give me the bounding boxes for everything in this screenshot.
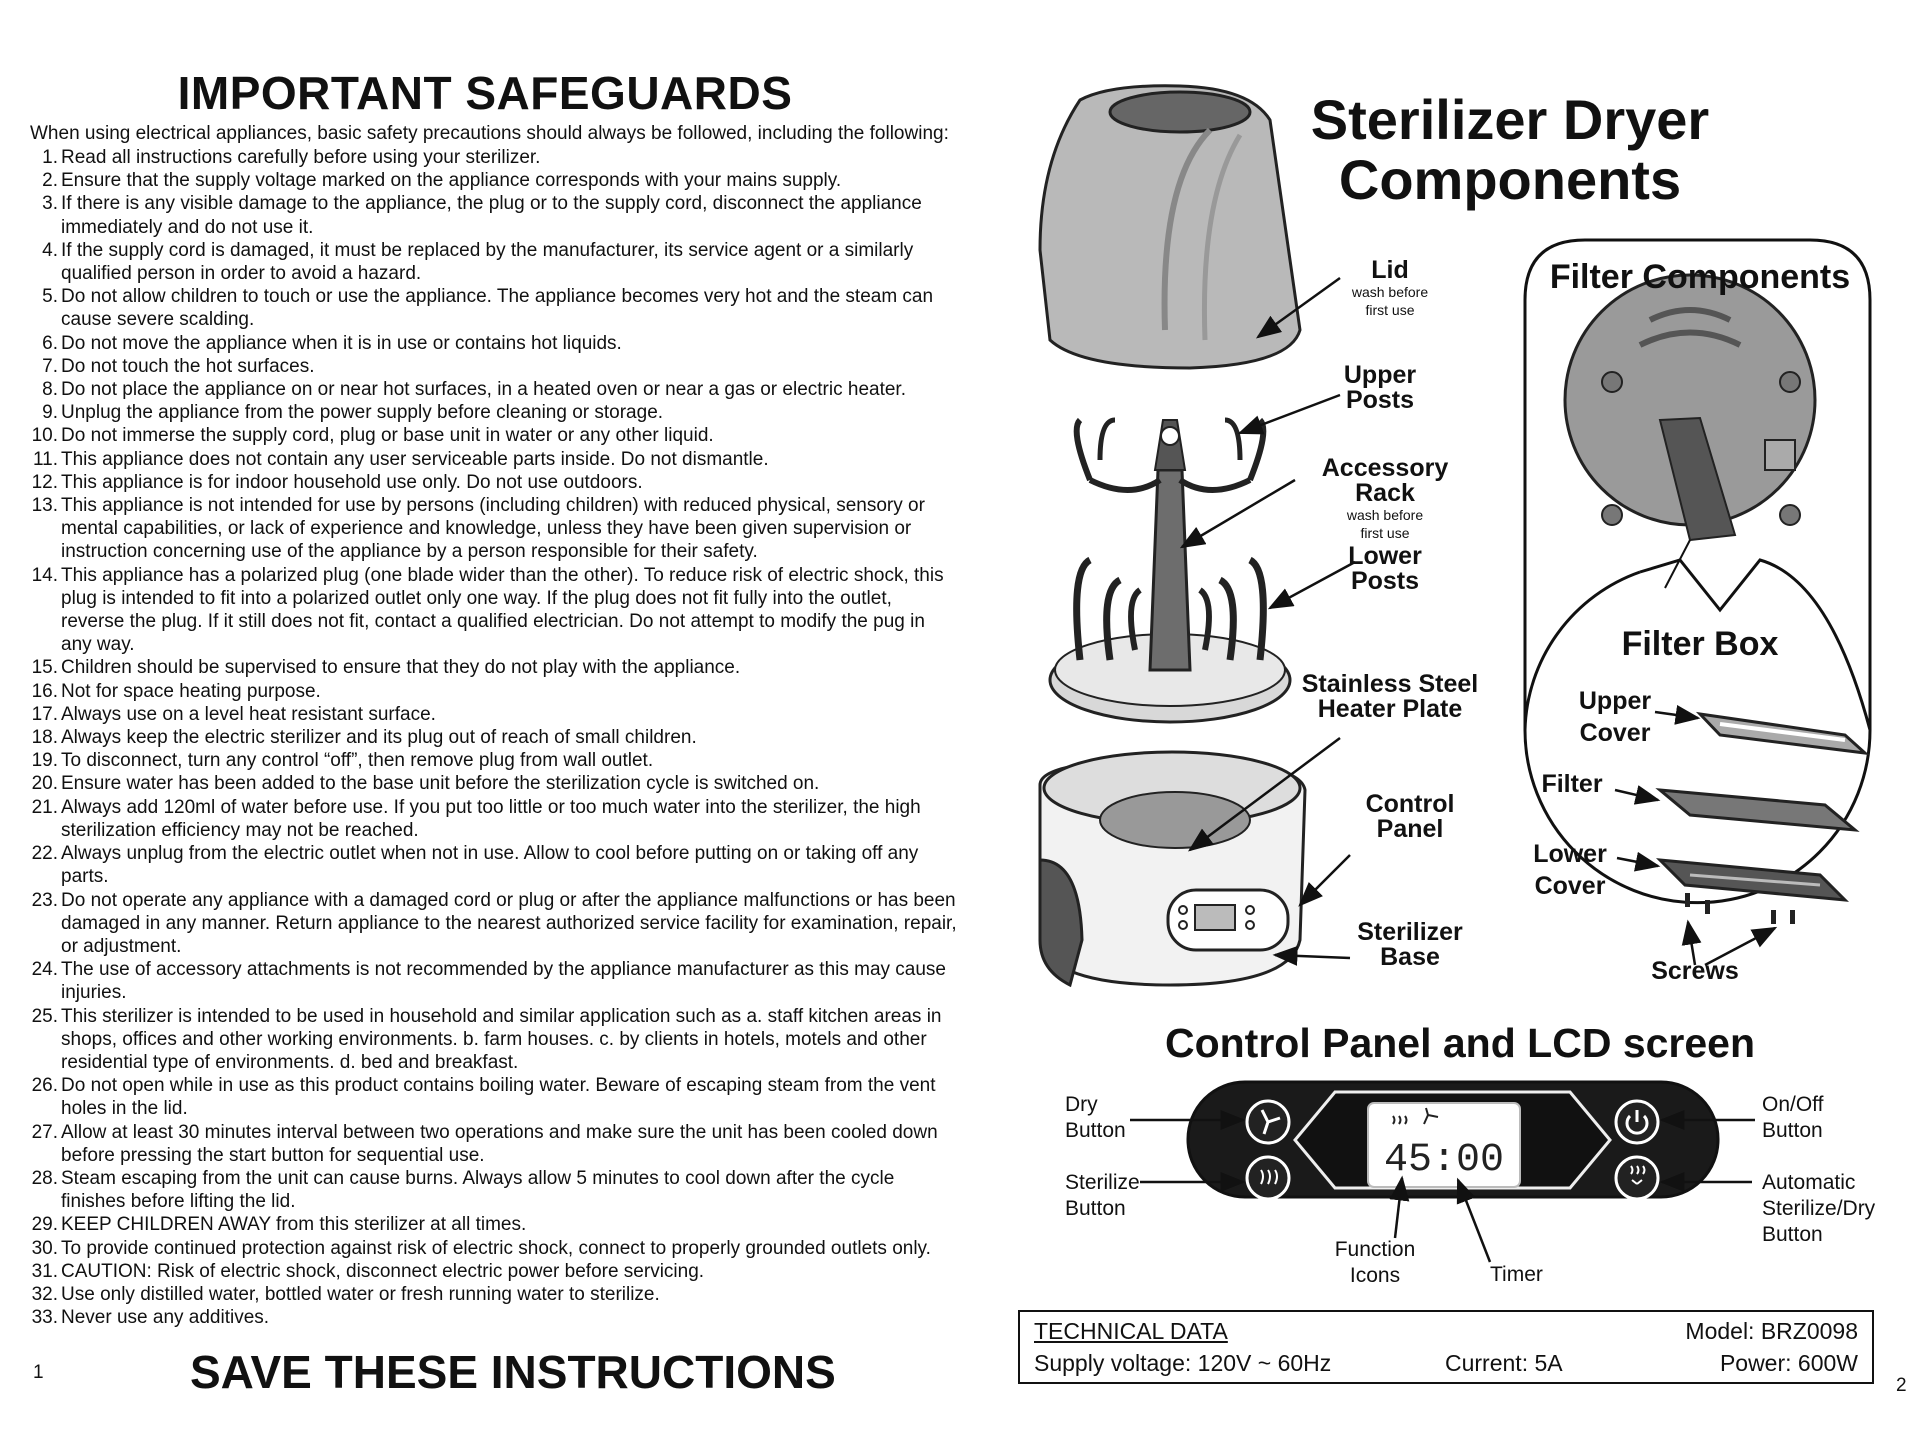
safeguard-number: 7. bbox=[42, 355, 58, 377]
safeguard-text: Do not immerse the supply cord, plug or base unit in water or any other liquid. bbox=[61, 425, 714, 447]
sterilizer-base-illustration bbox=[1040, 752, 1305, 985]
safeguard-text: Allow at least 30 minutes interval between two operations and make sure the unit has been cooled down before pressing the start button for sequential use. bbox=[61, 1121, 938, 1166]
safeguard-text: CAUTION: Risk of electric shock, disconnect electric power before servicing. bbox=[61, 1260, 705, 1282]
safeguard-text: Always use on a level heat resistant surface. bbox=[61, 703, 436, 725]
accessory-rack-illustration bbox=[1050, 420, 1290, 722]
safeguard-text: Never use any additives. bbox=[61, 1307, 270, 1329]
on-off-button-label: On/Off Button bbox=[1762, 1093, 1824, 1142]
safeguard-number: 33. bbox=[31, 1307, 58, 1329]
safeguard-number: 4. bbox=[42, 239, 58, 261]
components-title-line1: Sterilizer Dryer bbox=[1310, 88, 1710, 151]
safeguard-text: This appliance has a polarized plug (one blade wider than the other). To reduce risk of electric shock, this plug is intended to fit into a polarized outlet only one way. If the plug does not fit fully into the outlet, reverse the plug. If it still does not fit, contact a qualified electrician. Do not attempt to modify the pug in any way. bbox=[61, 564, 944, 656]
technical-data-box bbox=[1018, 1310, 1874, 1384]
control-panel-title: Control Panel and LCD screen bbox=[1164, 1020, 1756, 1066]
safeguard-text: Steam escaping from the unit can cause burns. Always allow 5 minutes to cool down after the cycle finishes before lifting the lid. bbox=[61, 1167, 895, 1213]
safeguard-text: To disconnect, turn any control “off”, then remove plug from wall outlet. bbox=[61, 750, 654, 772]
safeguards-title: IMPORTANT SAFEGUARDS bbox=[177, 67, 793, 119]
safeguard-number: 8. bbox=[42, 379, 58, 401]
safeguard-text: Children should be supervised to ensure that they do not play with the appliance. bbox=[61, 657, 741, 679]
safeguard-number: 9. bbox=[42, 402, 58, 424]
filter-bubble bbox=[1525, 240, 1870, 924]
sterilize-button-label: Sterilize Button bbox=[1065, 1171, 1140, 1220]
safeguard-text: Ensure that the supply voltage marked on the appliance corresponds with your mains supply. bbox=[61, 170, 842, 192]
heater-plate-label: Stainless Steel Heater Plate bbox=[1301, 670, 1479, 723]
safeguard-number: 5. bbox=[42, 286, 58, 308]
safeguard-number: 28. bbox=[31, 1167, 58, 1189]
safeguard-text: Do not move the appliance when it is in use or contains hot liquids. bbox=[61, 332, 622, 354]
safeguard-number: 25. bbox=[31, 1005, 58, 1027]
safeguard-number: 1. bbox=[42, 147, 58, 168]
lid-label: Lid wash before first use bbox=[1351, 256, 1429, 318]
filter-label: Filter bbox=[1541, 770, 1603, 798]
safeguard-text: Do not operate any appliance with a damaged cord or plug or after the appliance malfunctions or has been damaged in any manner. Return appliance to the nearest authorized service facility for examination, repair, or adjustment. bbox=[61, 889, 957, 957]
page-number-right: 2 bbox=[1896, 1375, 1907, 1396]
safeguard-number: 17. bbox=[31, 703, 58, 725]
safeguard-number: 20. bbox=[31, 773, 58, 795]
safeguard-number: 29. bbox=[31, 1214, 58, 1236]
safeguard-text: Use only distilled water, bottled water or fresh running water to sterilize. bbox=[61, 1283, 660, 1305]
safeguard-number: 26. bbox=[31, 1075, 58, 1097]
control-panel-label: Control Panel bbox=[1365, 790, 1455, 843]
safeguard-text: Read all instructions carefully before using your sterilizer. bbox=[61, 147, 541, 168]
safeguard-text: This appliance is not intended for use by persons (including children) with reduced physical, sensory or mental capabilities, or lack of experience and knowledge, unless they have been given supervision or instruction concerning use of the appliance by a person responsible for their safety. bbox=[61, 495, 925, 563]
safeguards-intro: When using electrical appliances, basic safety precautions should always be followed, including the following: bbox=[30, 123, 949, 144]
safeguard-number: 18. bbox=[31, 727, 58, 749]
safeguard-text: Do not touch the hot surfaces. bbox=[61, 355, 315, 377]
safeguard-text: This appliance is for indoor household use only. Do not use outdoors. bbox=[61, 471, 643, 493]
upper-posts-label: Upper Posts bbox=[1343, 361, 1417, 414]
accessory-rack-label: Accessory Rack wash before first use bbox=[1321, 454, 1449, 541]
tech-current: Current: 5A bbox=[1445, 1350, 1563, 1376]
safeguard-number: 15. bbox=[31, 657, 58, 679]
lower-cover-label: Lower Cover bbox=[1533, 840, 1607, 900]
filter-box-title: Filter Box bbox=[1621, 625, 1779, 663]
lcd-timer-display: 45:00 bbox=[1383, 1138, 1505, 1183]
safeguard-number: 24. bbox=[31, 959, 58, 981]
safeguard-text: Not for space heating purpose. bbox=[61, 680, 321, 702]
safeguard-text: Do not open while in use as this product contains boiling water. Beware of escaping steam from the vent holes in the lid. bbox=[61, 1075, 936, 1120]
dry-button-label: Dry Button bbox=[1065, 1093, 1126, 1142]
screws-label: Screws bbox=[1651, 957, 1739, 985]
safeguard-text: This appliance does not contain any user serviceable parts inside. Do not dismantle. bbox=[61, 448, 769, 470]
safeguard-number: 14. bbox=[31, 564, 58, 586]
safeguard-number: 32. bbox=[31, 1283, 58, 1305]
sterilize-button-icon bbox=[1247, 1157, 1289, 1199]
components-title-line2: Components bbox=[1338, 148, 1682, 211]
safeguard-text: Always unplug from the electric outlet when not in use. Allow to cool before putting on or taking off any parts. bbox=[61, 843, 919, 888]
function-icons-label: Function Icons bbox=[1334, 1238, 1416, 1287]
safeguard-number: 13. bbox=[31, 495, 58, 517]
lid-illustration bbox=[1040, 86, 1300, 368]
safeguard-number: 21. bbox=[31, 796, 58, 818]
safeguard-number: 11. bbox=[32, 448, 58, 470]
sterilizer-base-label: Sterilizer Base bbox=[1357, 918, 1463, 971]
safeguard-number: 23. bbox=[31, 889, 58, 911]
safeguard-text: KEEP CHILDREN AWAY from this sterilizer at all times. bbox=[61, 1214, 527, 1236]
safeguard-text: If the supply cord is damaged, it must be replaced by the manufacturer, its service agent or a similarly qualified person in order to avoid a hazard. bbox=[61, 239, 914, 285]
safeguard-number: 16. bbox=[31, 680, 58, 702]
safeguard-number: 6. bbox=[42, 332, 58, 354]
safeguard-text: Do not allow children to touch or use the appliance. The appliance becomes very hot and the steam can cause severe scalding. bbox=[61, 286, 934, 331]
safeguard-number: 2. bbox=[42, 170, 58, 192]
auto-button-label: Automatic Sterilize/Dry Button bbox=[1762, 1171, 1876, 1246]
safeguard-text: To provide continued protection against risk of electric shock, connect to properly grounded outlets only. bbox=[61, 1237, 931, 1259]
safeguard-number: 19. bbox=[31, 750, 58, 772]
lower-posts-label: Lower Posts bbox=[1348, 542, 1422, 595]
safeguard-number: 12. bbox=[31, 471, 58, 493]
page-number-left: 1 bbox=[33, 1362, 44, 1383]
safeguard-number: 22. bbox=[31, 843, 58, 865]
safeguard-text: Unplug the appliance from the power supply before cleaning or storage. bbox=[61, 402, 664, 424]
safeguard-text: The use of accessory attachments is not recommended by the appliance manufacturer as this may cause injuries. bbox=[61, 959, 947, 1004]
save-instructions-title: SAVE THESE INSTRUCTIONS bbox=[190, 1346, 836, 1398]
safeguard-number: 30. bbox=[31, 1237, 58, 1259]
safeguard-number: 10. bbox=[31, 425, 58, 447]
timer-label: Timer bbox=[1490, 1263, 1543, 1286]
auto-button-icon bbox=[1616, 1157, 1658, 1199]
safeguard-text: This sterilizer is intended to be used in household and similar application such as a. staff kitchen areas in shops, offices and other working environments. b. farm houses. c. by clients in hotels, motels and other residential type of environments. d. bed and breakfast. bbox=[61, 1005, 942, 1073]
safeguard-text: Always keep the electric sterilizer and its plug out of reach of small children. bbox=[61, 727, 697, 749]
safeguard-text: Do not place the appliance on or near hot surfaces, in a heated oven or near a gas or electric heater. bbox=[61, 379, 906, 401]
tech-model: Model: BRZ0098 bbox=[1685, 1318, 1858, 1344]
upper-cover-label: Upper Cover bbox=[1578, 687, 1652, 747]
safeguard-number: 27. bbox=[31, 1121, 58, 1143]
safeguard-text: If there is any visible damage to the appliance, the plug or to the supply cord, disconnect the appliance immediately and do not use it. bbox=[61, 193, 922, 238]
safeguard-number: 31. bbox=[31, 1260, 58, 1282]
filter-components-title: Filter Components bbox=[1549, 258, 1851, 296]
safeguard-number: 3. bbox=[42, 193, 58, 215]
tech-power: Power: 600W bbox=[1719, 1350, 1858, 1376]
tech-voltage: Supply voltage: 120V ~ 60Hz bbox=[1034, 1350, 1332, 1376]
tech-heading: TECHNICAL DATA bbox=[1034, 1318, 1228, 1344]
safeguard-text: Always add 120ml of water before use. If you put too little or too much water into the sterilizer, the high sterilization efficiency may not be reached. bbox=[61, 796, 921, 841]
safeguard-text: Ensure water has been added to the base unit before the sterilization cycle is switched on. bbox=[61, 773, 820, 795]
